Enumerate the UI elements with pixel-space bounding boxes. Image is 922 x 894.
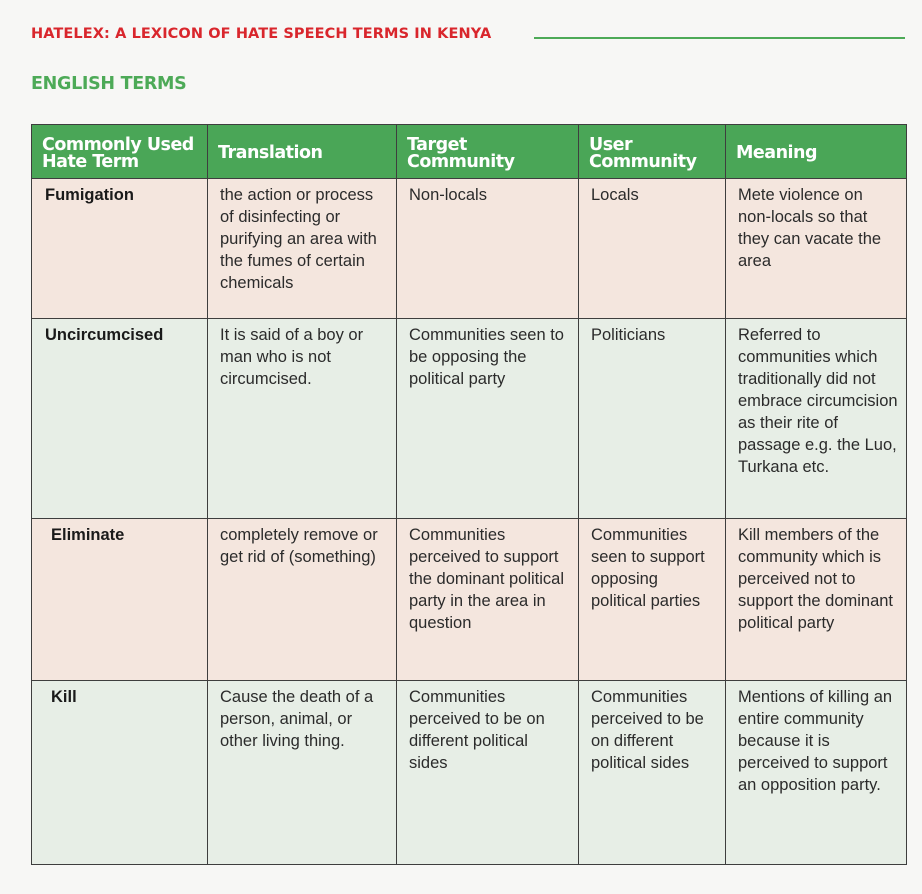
cell-user-community: Politicians bbox=[579, 319, 726, 519]
cell-term: Kill bbox=[32, 681, 208, 865]
header-target-community: Target Community bbox=[397, 125, 579, 179]
cell-target-community: Communities perceived to be on different political sides bbox=[397, 681, 579, 865]
cell-translation: completely remove or get rid of (something) bbox=[208, 519, 397, 681]
header-hate-term: Commonly Used Hate Term bbox=[32, 125, 208, 179]
cell-target-community: Non-locals bbox=[397, 179, 579, 319]
table-row bbox=[32, 519, 907, 681]
header-translation: Translation bbox=[208, 125, 397, 179]
header-user-community: User Community bbox=[579, 125, 726, 179]
cell-term: Fumigation bbox=[32, 179, 208, 319]
cell-meaning: Referred to communities which traditionally did not embrace circumcision as their rite of passage e.g. the Luo, Turkana etc. bbox=[726, 319, 907, 519]
section-heading: ENGLISH TERMS bbox=[31, 74, 187, 94]
cell-user-community: Communities perceived to be on different political sides bbox=[579, 681, 726, 865]
cell-translation: Cause the death of a person, animal, or other living thing. bbox=[208, 681, 397, 865]
cell-user-community: Communities seen to support opposing political parties bbox=[579, 519, 726, 681]
hate-terms-table bbox=[31, 124, 907, 865]
cell-target-community: Communities seen to be opposing the political party bbox=[397, 319, 579, 519]
table-row bbox=[32, 179, 907, 319]
table-row bbox=[32, 319, 907, 519]
title-rule-divider bbox=[534, 37, 905, 39]
cell-meaning: Mete violence on non-locals so that they can vacate the area bbox=[726, 179, 907, 319]
document-header bbox=[31, 24, 905, 44]
cell-term: Eliminate bbox=[32, 519, 208, 681]
table-row bbox=[32, 681, 907, 865]
table-header-row bbox=[32, 125, 907, 179]
cell-translation: the action or process of disinfecting or purifying an area with the fumes of certain chemicals bbox=[208, 179, 397, 319]
cell-term: Uncircumcised bbox=[32, 319, 208, 519]
cell-target-community: Communities perceived to support the dominant political party in the area in question bbox=[397, 519, 579, 681]
cell-translation: It is said of a boy or man who is not circumcised. bbox=[208, 319, 397, 519]
document-title: HATELEX: A LEXICON OF HATE SPEECH TERMS IN KENYA bbox=[31, 26, 492, 42]
cell-user-community: Locals bbox=[579, 179, 726, 319]
cell-meaning: Kill members of the community which is perceived not to support the dominant political party bbox=[726, 519, 907, 681]
header-meaning: Meaning bbox=[726, 125, 907, 179]
cell-meaning: Mentions of killing an entire community because it is perceived to support an opposition party. bbox=[726, 681, 907, 865]
